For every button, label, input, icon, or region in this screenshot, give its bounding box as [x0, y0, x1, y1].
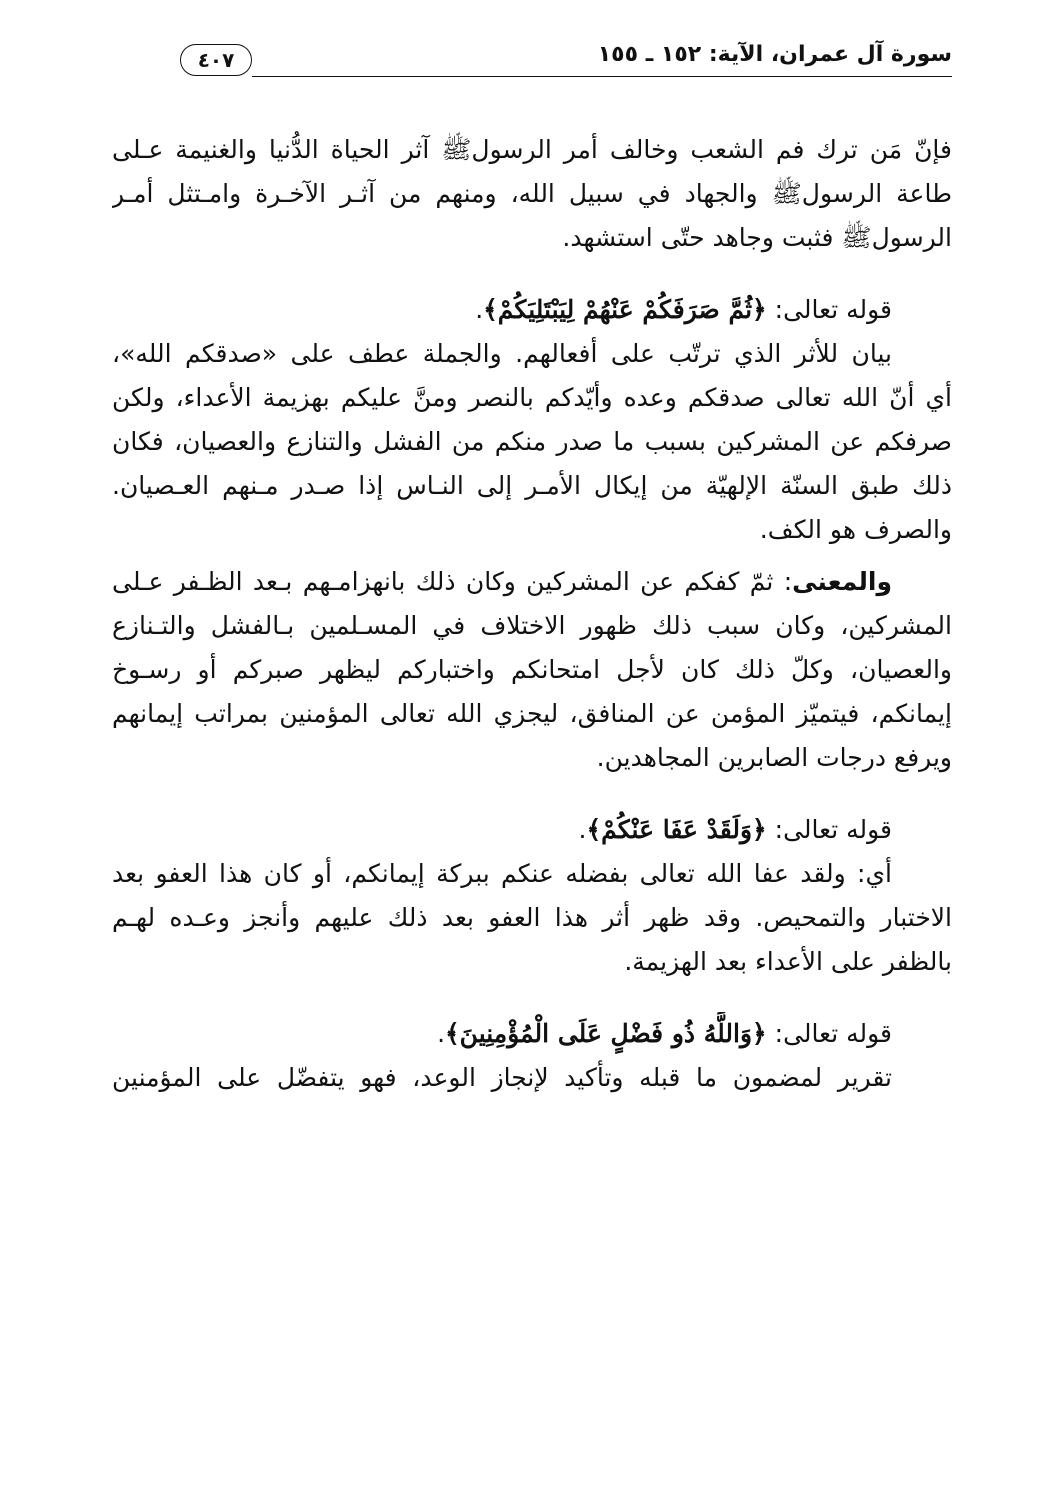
quran-verse: ﴿وَاللَّهُ ذُو فَضْلٍ عَلَى الْمُؤْمِنِينَ﴾ [445, 1019, 767, 1048]
text-line: والعصيان، وكلّ ذلك كان لأجل امتحانكم واختباركم ليظهر صبركم أو رسـوخ [112, 655, 952, 684]
paragraph-4 [112, 852, 952, 984]
verse-suffix: . [475, 295, 484, 324]
quran-verse: ﴿ثُمَّ صَرَفَكُمْ عَنْهُمْ لِيَبْتَلِيَكُمْ﴾ [483, 295, 767, 324]
paragraph-gap [112, 984, 952, 1012]
text-line: ويرفع درجات الصابرين المجاهدين. [596, 743, 952, 772]
text-line: طاعة الرسولﷺ والجهاد في سبيل الله، ومنهم من آثـر الآخـرة وامـتثل أمـر [112, 179, 952, 208]
verse-suffix: . [437, 1019, 446, 1048]
text-line: بالظفر على الأعداء بعد الهزيمة. [624, 947, 952, 976]
text-line: إيمانكم، فيتميّز المؤمن عن المنافق، ليجزي الله تعالى المؤمنين بمراتب إيمانهم [112, 699, 952, 728]
paragraph-2 [112, 332, 952, 552]
page-body [112, 128, 952, 1100]
text-line: بيان للأثر الذي ترتّب على أفعالهم. والجملة عطف على «صدقكم الله»، [112, 339, 892, 368]
verse-suffix: . [578, 815, 587, 844]
text-line: أي أنّ الله تعالى صدقكم وعده وأيّدكم بالنصر ومنَّ عليكم بهزيمة الأعداء، ولكن [112, 383, 952, 412]
meaning-label: والمعنى [792, 567, 892, 596]
text-line: ذلك طبق السنّة الإلهيّة من إيكال الأمـر إلى النـاس إذا صـدر مـنهم العـصيان. [112, 471, 952, 500]
text-line: الرسولﷺ فثبت وجاهد حتّى استشهد. [562, 223, 952, 252]
paragraph-3 [112, 560, 952, 780]
header-title: سورة آل عمران، الآية: ١٥٢ ـ ١٥٥ [597, 42, 952, 67]
text-line: أي: ولقد عفا الله تعالى بفضله عنكم ببركة إيمانكم، أو كان هذا العفو بعد [112, 859, 892, 888]
text-line: صرفكم عن المشركين بسبب ما صدر منكم من الفشل والتنازع والعصيان، فكان [112, 427, 952, 456]
paragraph-1 [112, 128, 952, 260]
page-number: ٤٠٧ [180, 44, 252, 76]
running-header [112, 40, 952, 84]
paragraph-5 [112, 1056, 952, 1100]
text-line: تقرير لمضمون ما قبله وتأكيد لإنجاز الوعد، فهو يتفضّل على المؤمنين [112, 1063, 892, 1092]
verse-prefix: قوله تعالى: [766, 1019, 892, 1048]
quran-verse: ﴿وَلَقَدْ عَفَا عَنْكُمْ﴾ [586, 815, 767, 844]
meaning-text: : ثمّ كفكم عن المشركين وكان ذلك بانهزامـهم بـعد الظـفر عـلى [112, 567, 793, 596]
verse-prefix: قوله تعالى: [766, 815, 892, 844]
verse-heading-1 [112, 288, 952, 332]
text-line: المشركين، وكان سبب ذلك ظهور الاختلاف في المسـلمين بـالفشل والتـنازع [112, 611, 952, 640]
text-line: الاختبار والتمحيص. وقد ظهر أثر هذا العفو بعد ذلك عليهم وأنجز وعـده لهـم [112, 903, 952, 932]
verse-prefix: قوله تعالى: [766, 295, 892, 324]
header-rule [252, 76, 952, 77]
verse-heading-3 [112, 1012, 952, 1056]
paragraph-gap [112, 260, 952, 288]
verse-heading-2 [112, 808, 952, 852]
paragraph-gap [112, 780, 952, 808]
text-line: والصرف هو الكف. [759, 515, 952, 544]
text-line: فإنّ مَن ترك فم الشعب وخالف أمر الرسولﷺ آثر الحياة الدُّنيا والغنيمة عـلى [112, 135, 952, 164]
text-line [112, 560, 952, 604]
